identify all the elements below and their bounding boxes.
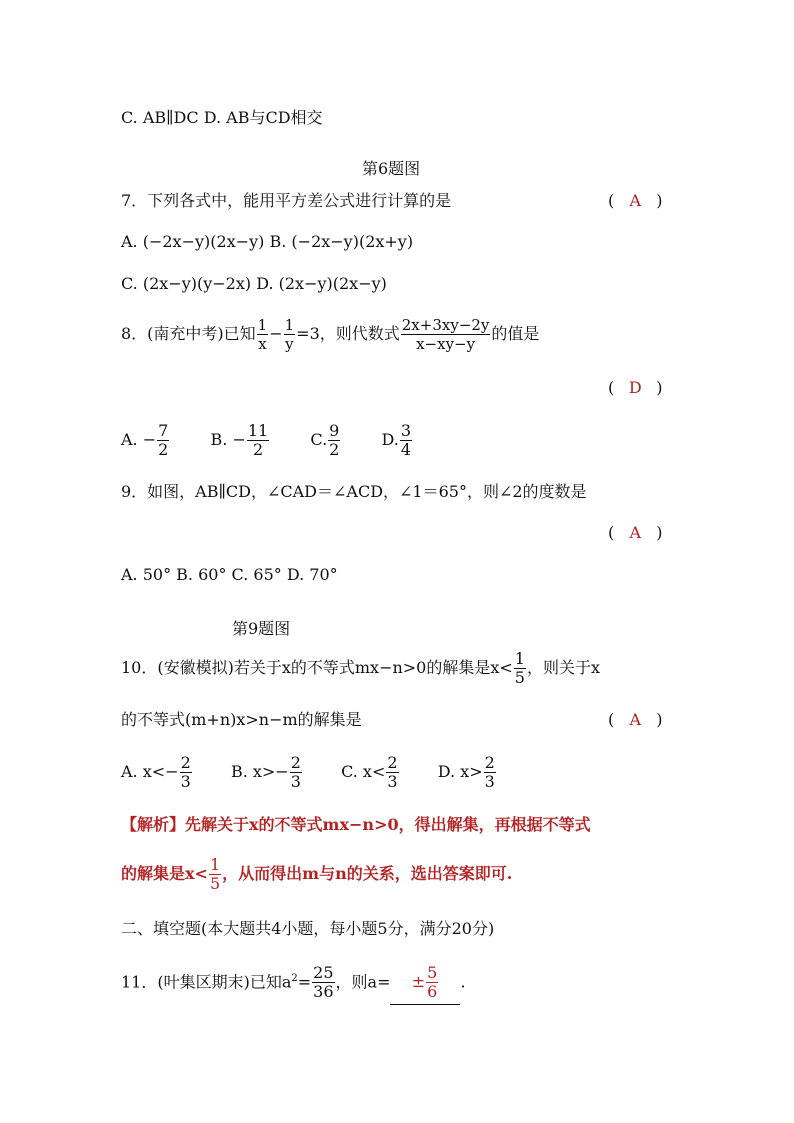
frac-denominator: 6: [427, 982, 438, 1002]
q10-line1: [121, 646, 600, 690]
frac-denominator: 5: [209, 874, 221, 893]
q10-options: [121, 750, 497, 794]
frac-numerator: 1: [514, 649, 525, 668]
analysis-line2: [121, 852, 512, 896]
q10-suffix: ，则关于x: [526, 658, 601, 677]
q11-answer-blank: [390, 960, 460, 1005]
q11-prefix: 11．(叶集区期末)已知a: [121, 972, 292, 992]
frac-denominator: x: [258, 335, 267, 353]
q8-opt-d-label: D.: [381, 430, 399, 449]
frac-numerator: 9: [329, 421, 340, 440]
q7-options-cd: C. (2x−y)(y−2x) D. (2x−y)(2x−y): [121, 274, 387, 293]
q11-answer-sign: ±: [411, 972, 426, 992]
q9-stem: 9．如图，AB∥CD，∠CAD＝∠ACD，∠1＝65°，则∠2的度数是: [121, 482, 587, 501]
q11-exponent: 2: [291, 973, 298, 984]
q8-stem: [121, 312, 539, 356]
q10-opt-c-label: C. x<: [341, 762, 386, 781]
frac-denominator: 2: [158, 440, 169, 459]
q10-opt-c-frac: [386, 754, 398, 791]
frac-denominator: 3: [387, 772, 398, 791]
q11-equals: =: [297, 972, 312, 992]
q7-answer: A: [629, 191, 642, 210]
q8-opt-d-frac: [400, 422, 412, 459]
fig9-caption: 第9题图: [232, 619, 291, 638]
q8-frac-1x: [257, 316, 269, 353]
frac-numerator: 1: [209, 855, 221, 874]
frac-denominator: 3: [180, 772, 191, 791]
q8-frac-1y: [284, 316, 296, 353]
q10-answer: A: [629, 710, 642, 729]
q10-answer-paren: ( A ): [608, 710, 663, 729]
analysis-text-1: 先解关于x的不等式mx−n>0，得出解集，再根据不等式: [185, 815, 591, 834]
frac-denominator: 36: [313, 982, 334, 1002]
analysis-line1: [121, 814, 591, 836]
q11-mid: ，则a=: [335, 972, 391, 992]
q7-options-ab: A. (−2x−y)(2x−y) B. (−2x−y)(2x+y): [121, 232, 414, 251]
q8-suffix: 的值是: [491, 324, 540, 343]
analysis-frac-1-5: [209, 856, 221, 893]
fig6-caption: 第6题图: [362, 159, 421, 178]
analysis-prefix-2: 的解集是x<: [121, 864, 208, 883]
frac-denominator: 3: [290, 772, 301, 791]
frac-numerator: 2: [484, 753, 495, 772]
q7-stem: 7．下列各式中，能用平方差公式进行计算的是: [121, 191, 452, 210]
q11-frac-25-36: [312, 964, 334, 1001]
q9-answer: A: [629, 523, 642, 542]
section2-heading: 二、填空题(本大题共4小题，每小题5分，满分20分): [121, 919, 495, 938]
q10-opt-b-label: B. x>−: [230, 762, 289, 781]
frac-numerator: 3: [400, 421, 412, 440]
q10-opt-b-frac: [290, 754, 302, 791]
frac-denominator: y: [285, 335, 294, 353]
q10-line2: 的不等式(m+n)x>n−m的解集是: [121, 710, 362, 729]
q11-stem: [121, 957, 466, 1005]
frac-numerator: 2: [387, 753, 398, 772]
q8-opt-c-frac: [328, 422, 340, 459]
q11-answer-frac: [426, 964, 438, 1001]
q6-options-cd: C. AB∥DC D. AB与CD相交: [121, 108, 323, 127]
q11-end: .: [460, 972, 466, 992]
frac-denominator: 5: [514, 668, 525, 687]
frac-denominator: 4: [400, 440, 412, 459]
frac-numerator: 2: [180, 753, 191, 772]
q8-opt-a-label: A. −: [121, 430, 157, 449]
minus-sign: −: [269, 324, 283, 343]
frac-numerator: 1: [257, 316, 268, 334]
q9-answer-paren: ( A ): [608, 523, 663, 542]
frac-denominator: 3: [484, 772, 495, 791]
q8-opt-a-frac: [157, 422, 169, 459]
q8-prefix: 8．(南充中考)已知: [121, 324, 256, 343]
q8-frac-expression: [401, 316, 491, 353]
frac-denominator: x−xy−y: [416, 335, 476, 353]
q8-opt-b-frac: [247, 422, 269, 459]
analysis-suffix-2: ，从而得出m与n的关系，选出答案即可.: [222, 864, 513, 883]
q9-options: A. 50° B. 60° C. 65° D. 70°: [121, 565, 338, 584]
q10-frac-1-5: [514, 650, 526, 687]
frac-numerator: 5: [427, 963, 438, 983]
q8-answer: D: [628, 378, 642, 397]
frac-numerator: 1: [284, 316, 295, 334]
frac-numerator: 2x+3xy−2y: [401, 316, 490, 334]
frac-denominator: 2: [252, 440, 264, 459]
frac-numerator: 11: [247, 421, 269, 440]
q7-answer-paren: ( A ): [608, 191, 663, 210]
q8-opt-b-label: B. −: [210, 430, 246, 449]
q8-options: [121, 418, 413, 462]
frac-numerator: 25: [313, 963, 334, 983]
q10-opt-a-label: A. x<−: [121, 762, 179, 781]
frac-numerator: 7: [158, 421, 169, 440]
q8-answer-paren: ( D ): [608, 378, 663, 397]
q10-opt-a-frac: [180, 754, 192, 791]
q10-opt-d-frac: [484, 754, 496, 791]
q8-equals: =3，则代数式: [296, 324, 400, 343]
frac-denominator: 2: [329, 440, 340, 459]
analysis-tag: 【解析】: [121, 815, 186, 834]
q10-prefix: 10．(安徽模拟)若关于x的不等式mx−n>0的解集是x<: [121, 658, 513, 677]
q10-opt-d-label: D. x>: [437, 762, 483, 781]
q8-opt-c-label: C.: [310, 430, 328, 449]
frac-numerator: 2: [290, 753, 301, 772]
